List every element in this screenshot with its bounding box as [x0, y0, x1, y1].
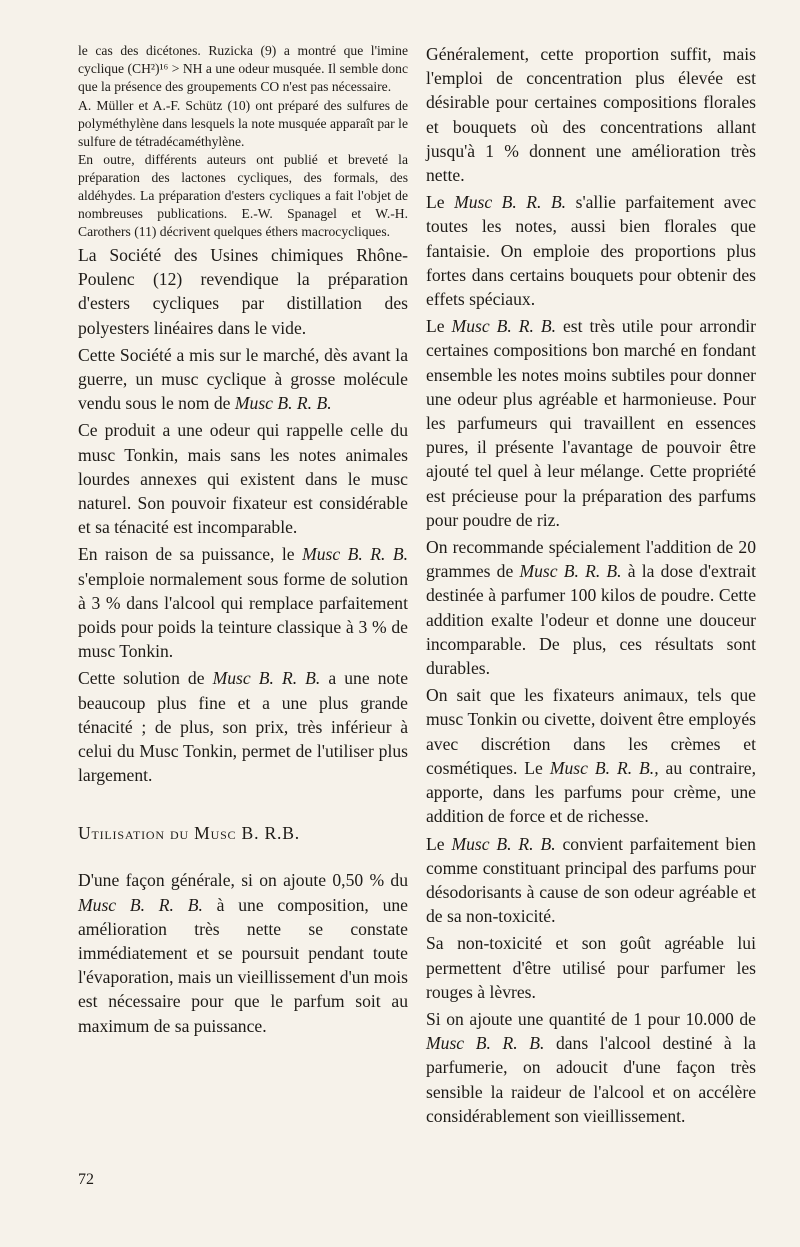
small-print-section — [78, 42, 408, 241]
paragraph-ajoute: Si on ajoute une quantité de 1 pour 10.000 de Musc B. R. B. dans l'alcool destiné à la parfumerie, on adoucit d'une façon très sensible la raideur de l'alcool et on accélère considérablement son vieillissement. — [426, 1008, 756, 1126]
paragraph-fixateurs: On sait que les fixateurs animaux, tels que musc Tonkin ou civette, doivent être employés avec discrétion dans les crèmes et cosmétiques. Le Musc B. R. B., au contraire, apporte, dans les parfums pour crème, une addition de force et de richesse. — [426, 685, 757, 827]
right-column — [426, 42, 756, 1131]
paragraph-ruzicka: le cas des dicétones. Ruzicka (9) a montré que l'imine cyclique (CH²)¹⁶ > NH a une odeur musquée. Il semble donc que la présence des groupements CO n'est pas nécessaire. — [78, 43, 408, 94]
body-text-left — [78, 243, 408, 1038]
paragraph-puissance: En raison de sa puissance, le Musc B. R. B. s'emploie normalement sous forme de solution à 3 % dans l'alcool qui remplace parfaitement poids pour poids la teinture classique à 3 % de musc Tonkin. — [78, 544, 408, 662]
paragraph-generalement: Généralement, cette proportion suffit, mais l'emploi de concentration plus élevée est désirable pour certaines compositions florales et bouquets où des concentrations allant jusqu'à 1 % donnent une amélioration très nette. — [426, 44, 756, 186]
musc-brb-name: Musc B. R. B. — [234, 393, 332, 414]
paragraph-spanagel: En outre, différents auteurs ont publié et breveté la préparation des lactones cycliques, des formals, des aldéhydes. La préparation d'esters cycliques a fait l'objet de nombreuses publications. E.-W. Spanagel et W.-H. Carothers (11) décrivent quelques éthers macrocycliques. — [78, 152, 408, 240]
paragraph-rhone-poulenc: La Société des Usines chimiques Rhône-Poulenc (12) revendique la préparation d'esters cycliques par distillation des polyesters linéaires dans le vide. — [78, 244, 408, 338]
paragraph-convient: Le Musc B. R. B. convient parfaitement bien comme constituant principal des parfums pour désodorisants à cause de son odeur agréable et de sa non-toxicité. — [426, 833, 756, 927]
section-heading: Utilisation du Musc B. R.B. — [78, 823, 300, 844]
paragraph-utile: Le Musc B. R. B. est très utile pour arrondir certaines compositions bon marché en fondant ensemble les notes moins subtiles pour donner une odeur plus agréable et harmonieuse. Pour les parfumeurs qui travaillent en essences pures, il présente l'avantage de pouvoir être ajouté tel quel à leur mélange. Cette propriété est précieuse pour la préparation des parfums pour poudre de riz. — [426, 316, 757, 530]
paragraph-allie: Le Musc B. R. B. s'allie parfaitement avec toutes les notes, aussi bien florales que fantaisie. On emploie des proportions plus fortes dans certains bouquets pour obtenir des effets spéciaux. — [426, 192, 756, 310]
paragraph-utilisation: D'une façon générale, si on ajoute 0,50 % du Musc B. R. B. à une composition, une amélioration très nette se constate immédiatement et se poursuit pendant toute l'évaporation, mais un vieillissement d'un mois est nécessaire pour que le parfum soit au maximum de sa puissance. — [78, 870, 408, 1036]
paragraph-solution: Cette solution de Musc B. R. B. a une note beaucoup plus fine et a une plus grande ténacité ; de plus, son prix, très inférieur à celui du Musc Tonkin, permet de l'utiliser plus largement. — [78, 668, 408, 786]
paragraph-recommande: On recommande spécialement l'addition de 20 grammes de Musc B. R. B. à la dose d'extrait destinée à parfumer 100 kilos de poudre. Cette addition exalte l'odeur et donne une douceur incomparable. De plus, ces résultats sont durables. — [426, 537, 756, 679]
page-number: 72 — [78, 1171, 94, 1188]
paragraph-muller: A. Müller et A.-F. Schütz (10) ont préparé des sulfures de polyméthylène dans lesquels la note musquée apparaît par le sulfure de tétradécaméthylène. — [78, 97, 408, 149]
left-column — [78, 42, 408, 1041]
paragraph-musc-tonkin: Ce produit a une odeur qui rappelle celle du musc Tonkin, mais sans les notes animales lourdes annexes qui existent dans le musc naturel. Son pouvoir fixateur est considérable et sa ténacité est incomparable. — [78, 420, 408, 538]
paragraph-cette-societe: Cette Société a mis sur le marché, dès avant la guerre, un musc cyclique à grosse molécule vendu sous le nom de Musc B. R. B. — [78, 344, 408, 414]
paragraph-non-toxicite: Sa non-toxicité et son goût agréable lui permettent d'être utilisé pour parfumer les rouges à lèvres. — [426, 933, 756, 1002]
